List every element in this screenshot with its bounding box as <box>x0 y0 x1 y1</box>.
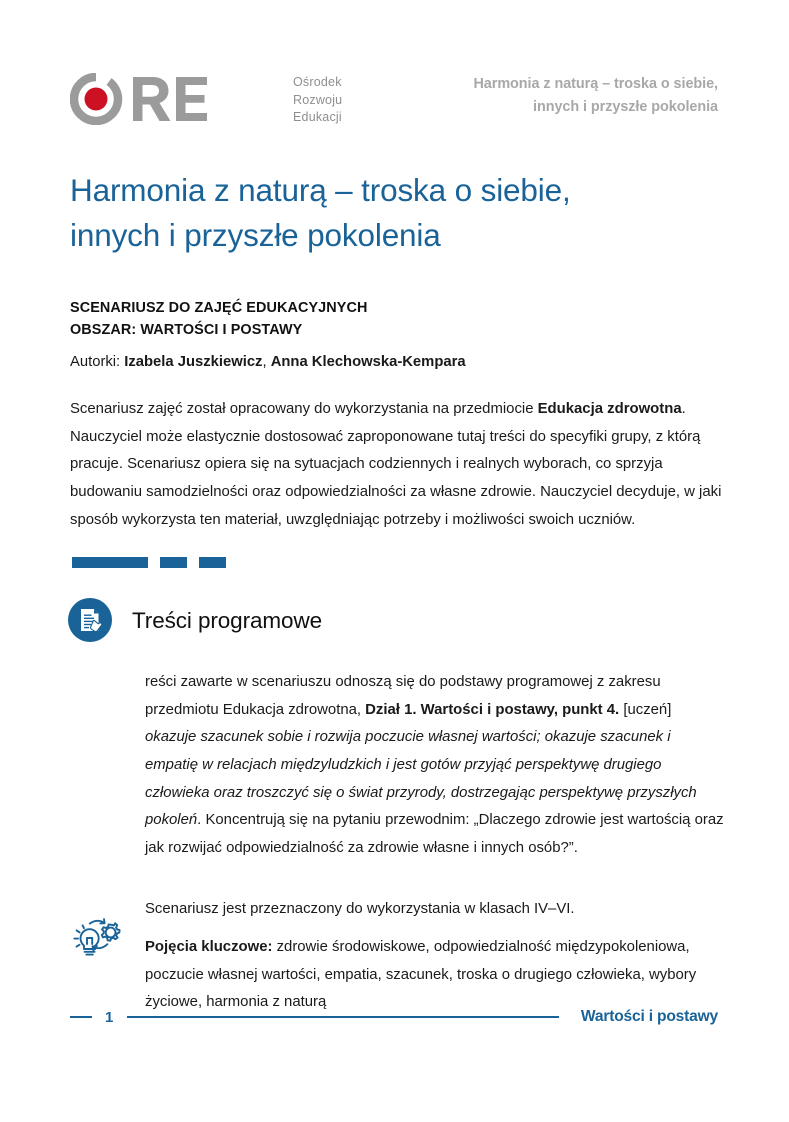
lightbulb-gear-icon <box>66 908 124 962</box>
footer-section-label: Wartości i postawy <box>580 1008 718 1025</box>
decorative-bar-3 <box>199 557 226 568</box>
page-footer <box>70 1008 718 1026</box>
footer-dash <box>70 1016 92 1018</box>
section-title-text: Treści programowe <box>132 607 323 633</box>
section-body-text-3: . Koncentrują się na pytaniu przewodnim: „Dlaczego zdrowie jest wartością oraz jak rozwijać odpowiedzialność za zdrowie własne i innych osób?”. <box>145 812 724 857</box>
section-body-bold-reference: Dział 1. Wartości i postawy, punkt 4. <box>365 701 620 718</box>
logo-word-rozwoju: Rozwoju <box>293 92 343 107</box>
logo-word-osrodek: Ośrodek <box>293 75 342 89</box>
footer-rule <box>127 1016 559 1018</box>
decorative-bar-1 <box>72 557 148 568</box>
running-header-title <box>473 73 718 120</box>
authors-label: Autorki: <box>70 354 125 371</box>
page-title <box>70 168 730 257</box>
page-title-line-2: innych i przyszłe pokolenia <box>70 216 441 253</box>
classes-paragraph: Scenariusz jest przeznaczony do wykorzystania w klasach IV–VI. <box>145 900 575 917</box>
decorative-bar-2 <box>160 557 187 568</box>
subtitle-block <box>70 297 730 373</box>
lightbulb-gear-icon-svg <box>66 908 124 962</box>
ore-logotype-svg <box>70 73 284 125</box>
page-title-line-1: Harmonia z naturą – troska o siebie, <box>70 172 571 208</box>
intro-bold-subject: Edukacja zdrowotna <box>537 400 682 417</box>
subtitle-area: OBSZAR: WARTOŚCI I POSTAWY <box>70 322 303 339</box>
section-body-text-1: reści zawarte w scenariuszu odnoszą się do podstawy programowej z zakresu przedmiotu Edukacja zdrowotna, <box>145 673 661 718</box>
authors-separator: , <box>262 354 271 371</box>
running-header-line-2: innych i przyszłe pokolenia <box>533 99 718 116</box>
ore-logo <box>70 72 342 126</box>
document-pen-icon-svg <box>76 606 104 634</box>
intro-paragraph <box>70 396 724 535</box>
intro-text-2: . Nauczyciel może elastycznie dostosować zaproponowane tutaj treści do specyfiki grupy, z którą pracuje. Scenariusz opiera się na sytuacjach codziennych i realnych wyborach, co sprzyja budowaniu samodzielności oraz odpowiedzialności za własne zdrowie. Nauczyciel decyduje, w jaki sposób wykorzysta ten materiał, uwzględniając potrzeby i możliwości swoich uczniów. <box>70 400 722 528</box>
intro-text-1: Scenariusz zajęć został opracowany do wykorzystania na przedmiocie <box>70 400 538 417</box>
logo-red-dot <box>85 87 108 110</box>
ore-logo-mark <box>70 73 284 125</box>
keywords-label: Pojęcia kluczowe: <box>145 938 273 955</box>
subtitle-scenario: SCENARIUSZ DO ZAJĘĆ EDUKACYJNYCH <box>70 300 368 316</box>
keywords-text: zdrowie środowiskowe, odpowiedzialność międzypokoleniowa, poczucie własnej wartości, empatia, szacunek, troska o drugiego człowieka, wybory życiowe, harmonia z naturą <box>145 938 697 1011</box>
authors-line <box>70 351 730 373</box>
author-name-1: Izabela Juszkiewicz <box>124 354 263 371</box>
section-heading-tresci-programowe <box>68 598 322 642</box>
author-name-2: Anna Klechowska-Kempara <box>270 354 466 371</box>
decorative-bars <box>72 557 226 568</box>
running-header-line-1: Harmonia z naturą – troska o siebie, <box>473 76 718 92</box>
page-header <box>70 62 718 144</box>
footer-page-number: 1 <box>105 1008 114 1026</box>
document-pen-icon <box>68 598 112 642</box>
keywords-paragraph <box>145 934 724 1017</box>
section-body-text-2: [uczeń] <box>619 701 672 718</box>
section-body-quote: okazuje szacunek sobie i rozwija poczucie własnej wartości; okazuje szacunek i empatię w relacjach międzyludzkich i jest gotów przyjąć perspektywę drugiego człowieka oraz troszczyć się o świat przyrody, dostrzegając perspektywę przyszłych pokoleń <box>145 729 697 829</box>
ore-logo-words <box>293 74 342 126</box>
logo-word-edukacji: Edukacji <box>293 110 342 124</box>
section-body-paragraph <box>145 669 724 863</box>
